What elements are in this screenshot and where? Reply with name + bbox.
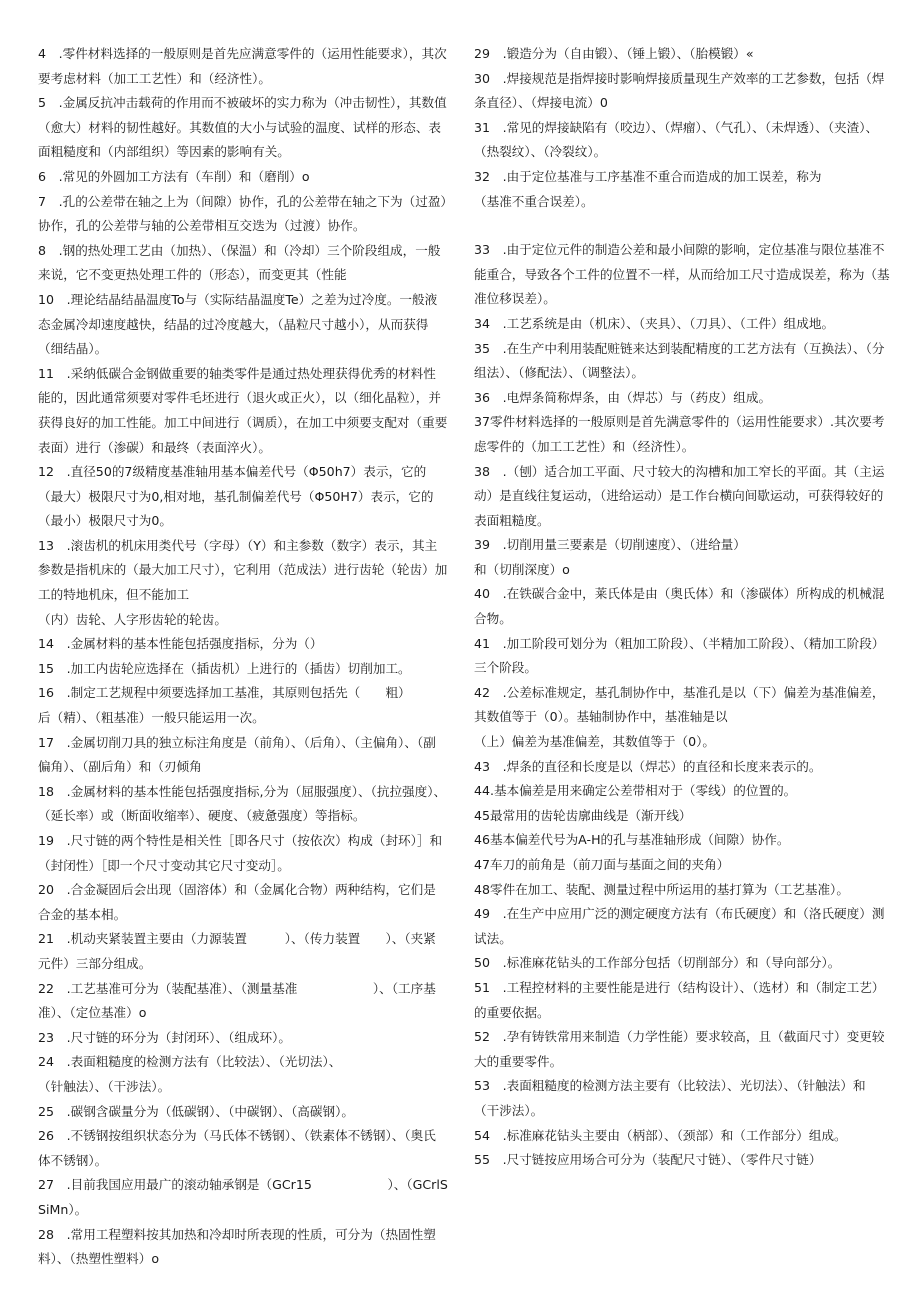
question-36: 36 .电焊条简称焊条，由（焊芯）与（药皮）组成。 xyxy=(474,389,772,405)
question-48: 48零件在加工、装配、测量过程中所运用的基打算为（工艺基准）。 xyxy=(474,881,849,897)
question-33: 33 .由于定位元件的制造公差和最小间隙的影响，定位基准与限位基准不能重合，导致各个工件的位置不一样，从而给加工尺寸造成误差，称为（基准位移误差）。 xyxy=(474,242,890,307)
question-49: 49 .在生产中应用广泛的测定硬度方法有（布氏硬度）和（洛氏硬度）测试法。 xyxy=(474,906,885,946)
question-38: 38 .（刨）适合加工平面、尺寸较大的沟槽和加工窄长的平面。其（主运动）是直线往复运动，（进给运动）是工作台横向间歇运动，可获得较好的表面粗糙度。 xyxy=(474,463,885,528)
question-51: 51 .工程控材料的主要性能是进行（结构设计）、（选材）和（制定工艺）的重要依据。 xyxy=(474,979,885,1020)
question-23: 23 .尺寸链的环分为（封闭环）、（组成环）。 xyxy=(38,1029,292,1045)
question-39-continued: 和（切削深度）o xyxy=(474,561,570,577)
question-11: 11 .采纳低碳合金钢做重要的轴类零件是通过热处理获得优秀的材料性能的，因此通常须要对零件毛坯进行（退火或正火），以（细化晶粒），并获得良好的加工性能。加工中间进行（调质），在加工中须要支配对（重要表面）进行（渗碳）和最终（表面淬火）。 xyxy=(38,365,448,455)
question-40: 40 .在铁碳合金中，莱氏体是由（奥氏体）和（渗碳体）所构成的机械混合物。 xyxy=(474,586,885,627)
question-54: 54 .标准麻花钻头主要由（柄部）、（颈部）和（工作部分）组成。 xyxy=(474,1127,847,1143)
question-8: 8 .钢的热处理工艺由（加热）、（保温）和（冷却）三个阶段组成，一般来说，它不变更热处理工件的（形态），而变更其（性能 xyxy=(38,242,441,283)
question-46: 46基本偏差代号为A-H的孔与基准轴形成（间隙）协作。 xyxy=(474,832,790,848)
question-22: 22 .工艺基准可分为（装配基准）、（测量基准 ）、（工序基准）、（定位基准）o xyxy=(38,980,436,1021)
question-55: 55 .尺寸链按应用场合可分为（装配尺寸链）、（零件尺寸链） xyxy=(474,1152,822,1168)
question-7: 7 .孔的公差带在轴之上为（间隙）协作，孔的公差带在轴之下为（过盈）协作，孔的公差带与轴的公差带相互交迭为（过渡）协作。 xyxy=(38,193,447,234)
question-25: 25 .碳钢含碳量分为（低碳钢）、（中碳钢）、（高碳钢）。 xyxy=(38,1103,354,1119)
question-32: 32 .由于定位基准与工序基准不重合而造成的加工误差，称为 xyxy=(474,168,822,184)
question-45: 45最常用的齿轮齿廓曲线是（渐开线） xyxy=(474,807,692,823)
question-5: 5 .金属反抗冲击载荷的作用而不被破坏的实力称为（冲击韧性），其数值（愈大）材料的韧性越好。其数值的大小与试验的温度、试样的形态、表面粗糙度和（内部组织）等因素的影响有关。 xyxy=(38,95,447,160)
question-47: 47车刀的前角是（前刀面与基面之间的夹角） xyxy=(474,857,730,872)
question-31: 31 .常见的焊接缺陷有（咬边）、（焊瘤）、（气孔）、（未焊透）、（夹渣）、（热裂纹）、（冷裂纹）。 xyxy=(474,119,879,160)
question-34: 34 .工艺系统是由（机床）、（夹具）、（刀具）、（工件）组成地。 xyxy=(474,315,835,331)
question-20: 20 .合金凝固后会出现（固溶体）和（金属化合物）两种结构，它们是合金的基本相。 xyxy=(38,882,436,922)
question-13-continued: （内）齿轮、人字形齿轮的轮齿。 xyxy=(38,611,227,627)
question-19: 19 .尺寸链的两个特性是相关性［即各尺寸（按依次）构成（封环）］和（封闭性）［即一个尺寸变动其它尺寸变动］。 xyxy=(38,833,443,873)
question-24: 24 .表面粗糙度的检测方法有（比较法）、（光切法）、 xyxy=(38,1054,342,1070)
question-37: 37零件材料选择的一般原则是首先满意零件的（运用性能要求）.其次要考虑零件的（加工工艺性）和（经济性）。 xyxy=(474,414,885,454)
question-50: 50 .标准麻花钻头的工作部分包括（切削部分）和（导向部分）。 xyxy=(474,955,841,971)
question-21: 21 .机动夹紧装置主要由（力源装置 ）、（传力装置 ）、（夹紧元件）三部分组成。 xyxy=(38,931,436,971)
question-26: 26 .不锈钢按组织状态分为（马氏体不锈钢）、（铁素体不锈钢）、（奥氏体不锈钢）。 xyxy=(38,1128,436,1168)
question-35: 35 .在生产中利用装配赃链来达到装配精度的工艺方法有（互换法）、（分组法）、（修配法）、（调整法）。 xyxy=(474,340,885,381)
question-13: 13 .滚齿机的机床用类代号（字母）（Y）和主参数（数字）表示，其主参数是指机床的（最大加工尺寸），它利用（范成法）进行齿轮（轮齿）加工的特地机床，但不能加工 xyxy=(38,537,448,603)
question-18: 18 .金属材料的基本性能包括强度指标,分为（屈服强度）、（抗拉强度）、（延长率）或（断面收缩率）、硬度、（疲惫强度）等指标。 xyxy=(38,783,447,824)
question-42-continued: （上）偏差为基准偏差，其数值等于（0）。 xyxy=(474,734,715,750)
question-32-continued: （基准不重合误差）。 xyxy=(474,193,594,209)
question-30: 30 .焊接规范是指焊接时影响焊接质量现生产效率的工艺参数，包括（焊条直径）、（焊接电流）0 xyxy=(474,70,885,111)
question-24-continued: （针触法）、（干涉法）。 xyxy=(38,1078,171,1094)
question-29: 29 .锻造分为（自由锻）、（锤上锻）、（胎模锻）« xyxy=(474,46,754,61)
question-39: 39 .切削用量三要素是（切削速度）、（进给量） xyxy=(474,537,746,553)
question-41: 41 .加工阶段可划分为（粗加工阶段）、（半精加工阶段）、（精加工阶段）三个阶段。 xyxy=(474,635,885,676)
question-14: 14 .金属材料的基本性能包括强度指标，分为（） xyxy=(38,636,323,652)
question-6: 6 .常见的外圆加工方法有（车削）和（磨削）o xyxy=(38,168,310,184)
question-16: 16 .制定工艺规程中须要选择加工基准，其原则包括先（ 粗） xyxy=(38,685,411,701)
question-28: 28 .常用工程塑料按其加热和冷却时所表现的性质，可分为（热固性塑料）、（热塑性塑料）o xyxy=(38,1226,436,1267)
question-15: 15 .加工内齿轮应选择在（插齿机）上进行的（插齿）切削加工。 xyxy=(38,660,411,676)
question-27: 27 .目前我国应用最广的滚动轴承钢是（GCr15 ）、（GCrlSSiMn）。 xyxy=(38,1177,448,1217)
question-17: 17 .金属切削刀具的独立标注角度是（前角）、（后角）、（主偏角）、（副偏角）、（副后角）和（刃倾角 xyxy=(38,734,436,775)
question-12: 12 .直径50的7级精度基准轴用基本偏差代号（Φ50h7）表示，它的（最大）极限尺寸为0,相对地，基孔制偏差代号（Φ50H7）表示，它的（最小）极限尺寸为0。 xyxy=(38,464,434,529)
left-column xyxy=(38,42,448,1272)
question-52: 52 .孕有铸铁常用来制造（力学性能）要求较高，且（截面尺寸）变更较大的重要零件。 xyxy=(474,1029,885,1069)
question-53: 53 .表面粗糙度的检测方法主要有（比较法）、光切法）、（针触法）和（干涉法）。 xyxy=(474,1078,866,1118)
question-4: 4 .零件材料选择的一般原则是首先应满意零件的（运用性能要求），其次要考虑材料（加工工艺性）和（经济性）。 xyxy=(38,46,447,86)
question-10: 10 .理论结晶结晶温度To与（实际结晶温度Te）之差为过冷度。一般液态金属冷却速度越快，结晶的过冷度越大，（晶粒尺寸越小），从而获得（细结晶）。 xyxy=(38,291,438,357)
question-16-continued: 后（精）、（粗基准）一般只能运用一次。 xyxy=(38,710,265,726)
right-column xyxy=(474,42,890,1173)
question-42: 42 .公差标准规定，基孔制协作中，基准孔是以（下）偏差为基准偏差，其数值等于（0）。基轴制协作中，基准轴是以 xyxy=(474,684,885,725)
question-44: 44.基本偏差是用来确定公差带相对于（零线）的位置的。 xyxy=(474,783,797,799)
question-43: 43 .焊条的直径和长度是以（焊芯）的直径和长度来表示的。 xyxy=(474,758,822,774)
spacer xyxy=(474,214,890,238)
